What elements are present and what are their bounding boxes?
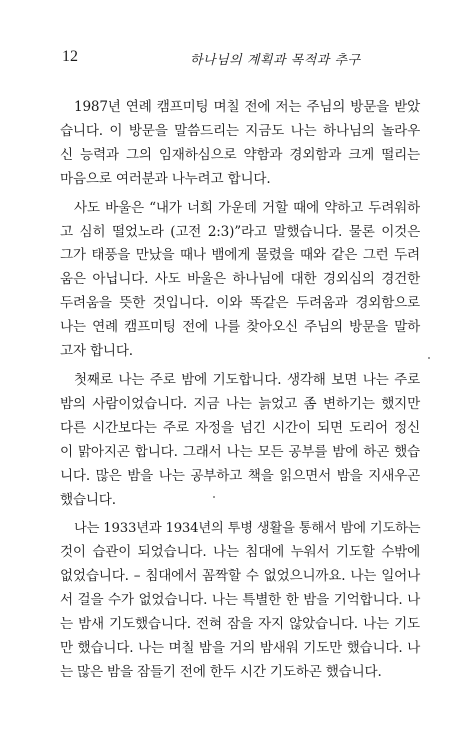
- text-line: 나는 1933년과 1934년의 투병 생활을 통해서 밤에 기도하는: [74, 521, 421, 537]
- text-line: 신 능력과 그의 임재하심으로 약함과 경외함과 크게 떨리는: [60, 146, 420, 163]
- scan-speck: [428, 357, 430, 359]
- paragraph-1: [60, 96, 420, 192]
- text-line: 다른 시간보다는 주로 자정을 넘긴 시간이 되면 도리어 정신: [60, 419, 420, 436]
- text-line: 그가 태풍을 만났을 때나 뱀에게 물렸을 때와 같은 그런 두려: [60, 247, 420, 264]
- text-line: 습니다. 이 방문을 말씀드리는 지금도 나는 하나님의 놀라우: [60, 122, 420, 139]
- text-line: 마음으로 여러분과 나누려고 합니다.: [60, 170, 271, 187]
- text-line: 는 밤새 기도했습니다. 전혀 잠을 자지 않았습니다. 나는 기도: [60, 616, 420, 633]
- text-line: 했습니다.: [60, 491, 116, 508]
- text-line: 사도 바울은 “내가 너희 가운데 거할 때에 약하고 두려워하: [74, 199, 420, 216]
- text-line: 첫째로 나는 주로 밤에 기도합니다. 생각해 보면 나는 주로: [74, 371, 420, 388]
- paragraph-4: [60, 517, 420, 684]
- text-line: 니다. 많은 밤을 나는 공부하고 책을 읽으면서 밤을 지새우곤: [60, 467, 420, 484]
- text-line: 나는 연례 캠프미팅 전에 나를 찾아오신 주님의 방문을 말하: [60, 319, 420, 336]
- text-line: 고 심히 떨었노라 (고전 2:3)”라고 말했습니다. 물론 이것은: [60, 223, 420, 240]
- running-title: 하나님의 계획과 목적과 추구: [190, 53, 361, 68]
- text-line: 것이 습관이 되었습니다. 나는 침대에 누워서 기도할 수밖에: [60, 544, 420, 561]
- text-line: 고자 합니다.: [60, 343, 133, 360]
- text-line: 는 많은 밤을 잠들기 전에 한두 시간 기도하곤 했습니다.: [60, 663, 382, 680]
- text-line: 만 했습니다. 나는 며칠 밤을 거의 밤새워 기도만 했습니다. 나: [60, 639, 420, 656]
- paragraph-2: [60, 197, 420, 364]
- running-header: [62, 48, 390, 68]
- text-line: 움은 아닙니다. 사도 바울은 하나님에 대한 경외심의 경건한: [60, 271, 420, 288]
- body-text: [60, 96, 420, 690]
- scan-speck: [213, 496, 215, 498]
- text-line: 서 걸을 수가 없었습니다. 나는 특별한 한 밤을 기억합니다. 나: [60, 592, 420, 609]
- paragraph-3: [60, 369, 420, 512]
- text-line: 두려움을 뜻한 것입니다. 이와 똑같은 두려움과 경외함으로: [60, 295, 420, 312]
- text-line: 없었습니다. – 침대에서 꼼짝할 수 없었으니까요. 나는 일어나: [60, 568, 420, 585]
- page-number: 12: [62, 48, 78, 65]
- text-line: 이 맑아지곤 합니다. 그래서 나는 모든 공부를 밤에 하곤 했습: [60, 443, 420, 460]
- text-line: 1987년 연례 캠프미팅 며칠 전에 저는 주님의 방문을 받았: [74, 99, 420, 115]
- text-line: 밤의 사람이었습니다. 지금 나는 늙었고 좀 변하기는 했지만: [60, 395, 420, 412]
